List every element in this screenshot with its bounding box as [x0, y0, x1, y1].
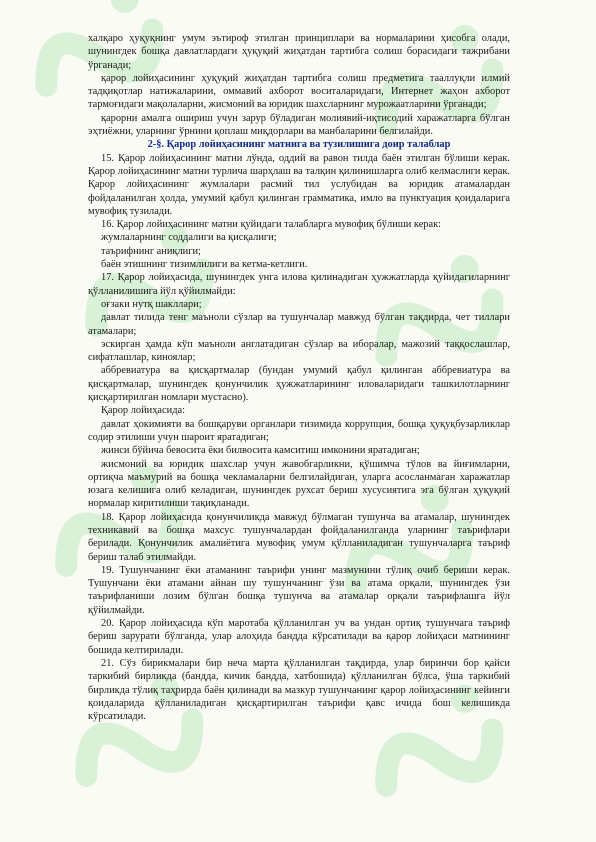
- list-item: давлат тилида тенг маъноли сўзлар ва тушунчалар мавжуд бўлган тақдирда, чет тиллари атамалари;: [88, 312, 510, 337]
- list-item: таърифнинг аниқлиги;: [101, 245, 201, 257]
- list-item: аббревиатура ва қисқартмалар (бундан умумий қабул қилинган аббревиатура ва қисқартмалар, шунингдек қонунчилик ҳужжатларининг иловаларидаги ташкилотларнинг қисқартирилган номлари мустасно).: [88, 365, 510, 404]
- list-item: эскирган ҳамда кўп маъноли англатадиган сўзлар ва иборалар, мажозий таққослашлар, сифатлашлар, киноялар;: [88, 338, 510, 364]
- list-item: жисмоний ва юридик шахслар учун жавобгарликни, қўшимча тўлов ва йиғимларни, ортиқча маъмурий ва бошқа чекламаларни белгилайдиган, уларга асосланмаган харажатлар юзага келишига олиб келадиган, шунингдек рухсат бериш хусусиятига эга бўлган ҳуқуқий нормалар киритилиши тақиқланади.: [88, 458, 510, 510]
- list-item: баён этишнинг тизимлилиги ва кетма-кетлиги.: [101, 259, 308, 271]
- paragraph: 19. Тушунчанинг ёки атаманинг таърифи унинг мазмунини тўлиқ очиб бериши керак. Тушунчани ёки атамани айнан шу тушунчанинг ўзи ва атама орқали, шунингдек ўзи таърифланиши лозим бўлган бошқа тушунча ва атамалар орқали таърифлашга йўл қўйилмайди.: [88, 564, 510, 616]
- paragraph: 21. Сўз бирикмалари бир неча марта қўлланилган тақдирда, улар биринчи бор қайси таркибий бирликда (бандда, кичик бандда, хатбошида) қўлланилган бўлса, ўша таркибий бирликда тўлиқ таҳрирда баён қилинади ва мазкур тушунчанинг қарор лойиҳасининг кейинги қоидаларида қўлланиладиган қисқартирилган таърифи қавс ичида бош келишикда кўрсатилади.: [88, 657, 510, 723]
- paragraph: Қарор лойиҳасида:: [101, 405, 185, 417]
- paragraph: 16. Қарор лойиҳасининг матни қуйидаги талабларга мувофиқ бўлиши керак:: [101, 219, 442, 231]
- paragraph: 17. Қарор лойиҳасида, шунингдек унга илова қилинадиган ҳужжатларда қуйидагиларнинг қўлланилишига йўл қўйилмайди:: [88, 272, 510, 297]
- paragraph: қарор лойиҳасининг ҳуқуқий жиҳатдан тартибга солиш предметига тааллуқли илмий тадқиқотлар натижаларини, оммавий ахборот воситаларидаги, Интернет жаҳон ахборот тармоғидаги мақолаларни, жисмоний ва юридик шахсларнинг мурожаатларини ўрганади;: [88, 72, 510, 111]
- list-item: оғзаки нутқ шакллари;: [101, 298, 202, 310]
- paragraph: 20. Қарор лойиҳасида кўп маротаба қўлланилган уч ва ундан ортиқ тушунчага таъриф бериш зарурати бўлганда, улар алоҳида бандда кўрсатилади ва қарор лойиҳаси матнининг бошида келтирилади.: [88, 618, 510, 656]
- paragraph: 15. Қарор лойиҳасининг матни лўнда, оддий ва равон тилда баён этилган бўлиши керак. Қарор лойиҳасининг матни турлича шарҳлаш ва талқин қилинишларга олиб келмаслиги керак. Қарор лойиҳасининг жумлалари расмий тил услубидан ва юридик атамалардан фойдаланилган ҳолда, умумий қабул қилинган грамматика, имло ва пунктуация қоидаларига мувофиқ тузилади.: [88, 152, 510, 217]
- list-item: жумлаларнинг соддалиги ва қисқалиги;: [101, 232, 277, 244]
- paragraph: 18. Қарор лойиҳасида қонунчиликда мавжуд бўлмаган тушунча ва атамалар, шунингдек техникавий ва бошқа махсус тушунчалардан фойдаланилганда уларнинг таърифлари берилади. Қонунчилик амалиётига мувофиқ умум қўлланиладиган тушунчаларга таъриф бериш талаб этилмайди.: [88, 511, 510, 563]
- paragraph: халқаро ҳуқуқнинг умум эътироф этилган принциплари ва нормаларини ҳисобга олади, шунингдек бошқа давлатлардаги ҳуқуқий жиҳатдан тартибга солиш борасидаги тажрибани ўрганади;: [88, 33, 510, 71]
- paragraph: қарорни амалга ошириш учун зарур бўладиган молиявий-иқтисодий харажатларга бўлган эҳтиёжни, уларнинг ўрнини қоплаш миқдорлари ва манбаларини белгилайди.: [88, 112, 510, 138]
- list-item: жинси бўйича бевосита ёки билвосита камситиш имконини яратадиган;: [101, 445, 420, 457]
- section-title: 2-§. Қарор лойиҳасининг матнига ва тузилишига доир талаблар: [147, 139, 451, 151]
- list-item: давлат ҳокимияти ва бошқаруви органлари тизимида коррупция, бошқа ҳуқуқбузарликлар содир этилиши учун шароит яратадиган;: [88, 418, 510, 443]
- document-page: [88, 32, 510, 723]
